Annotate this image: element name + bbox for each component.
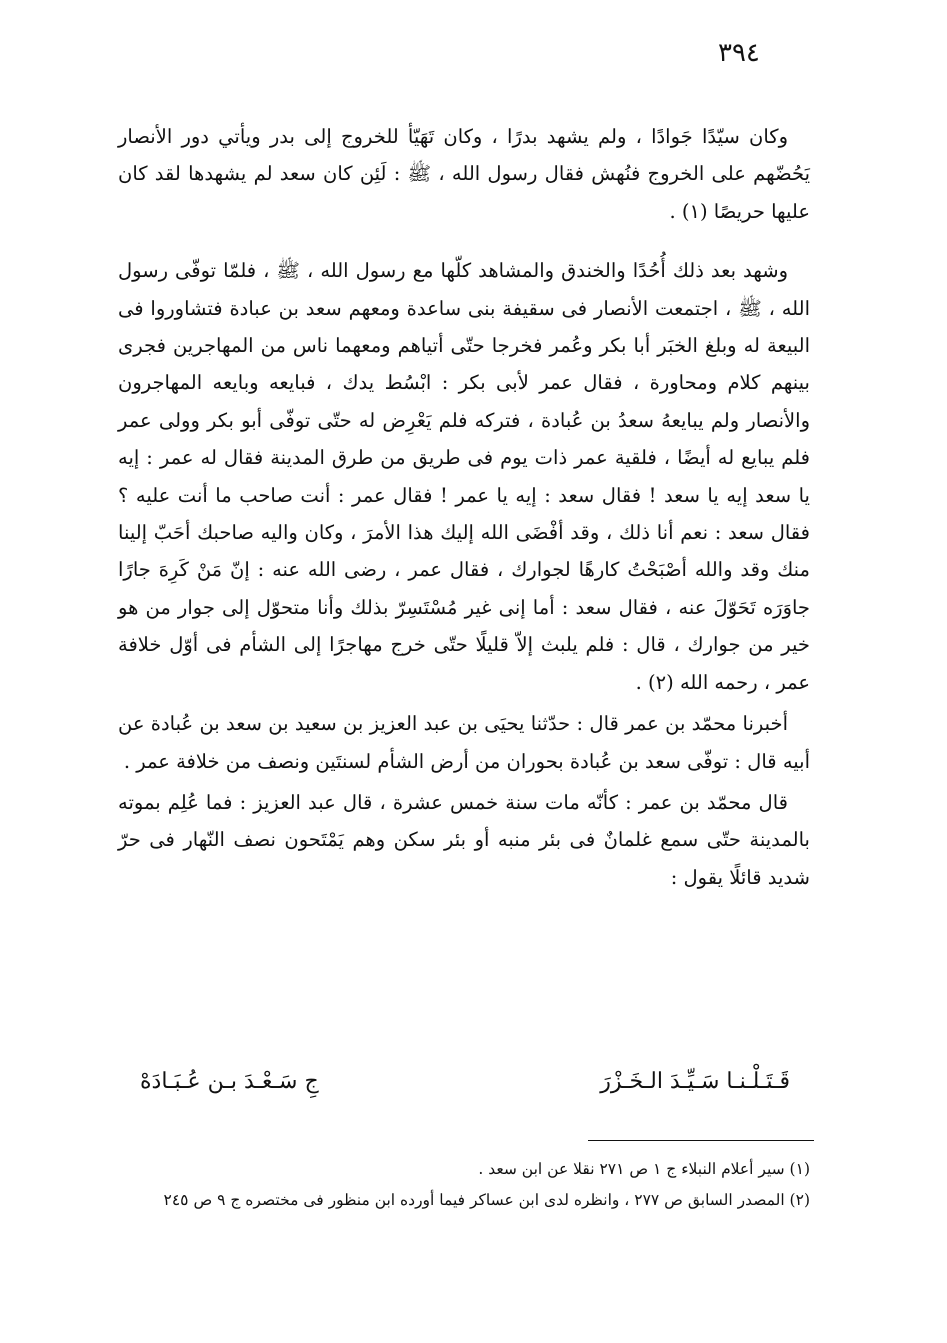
paragraph: قال محمّد بن عمر : كأنّه مات سنة خمس عشرة ، قال عبد العزيز : فما عُلِم بموته بالمدينة حتّى سمع غلمانٌ فى بئر منبه أو بئر سكن وهم يَمْتَحون نصف النّهار فى حرّ شديد قائلًا يقول : [118,790,810,889]
footnote-separator [588,1140,814,1141]
poetry-verse [140,1062,790,1102]
verse-first-hemistich: قَـتَـلْـنـا سَـيِّـدَ الـخَـزْرَ [600,1069,790,1094]
paragraph: أخبرنا محمّد بن عمر قال : حدّثنا يحيَى بن عبد العزيز بن سعيد بن سعد بن عُبادة عن أبيه قال : توفّى سعد بن عُبادة بحوران من أرض الشأم لسنتَين ونصف من خلافة عمر . [118,712,810,773]
paragraph: وكان سيّدًا جَوادًا ، ولم يشهد بدرًا ، وكان تَهَيّأ للخروج إلى بدر ويأتي دور الأنصار يَحُضّهم على الخروج فنُهش فقال رسول الله ، ﷺ : لَئِن كان سعد لم يشهدها لقد كان عليها حريصًا (١) . [118,125,810,223]
page-number: ٣٩٤ [718,38,760,68]
footnote: (٢) المصدر السابق ص ٢٧٧ ، وانظره لدى ابن عساكر فيما أورده ابن منظور فى مختصره ج ٩ ص ٢٤٥ [163,1191,810,1209]
verse-second-hemistich: جِ سَـعْـدَ بـن عُـبَـادَهْ [140,1069,319,1094]
main-text [118,118,810,896]
footnote: (١) سير أعلام النبلاء ج ١ ص ٢٧١ نقلا عن ابن سعد . [478,1160,810,1178]
paragraph: وشهد بعد ذلك أُحُدًا والخندق والمشاهد كلّها مع رسول الله ، ﷺ ، فلمّا توفّى رسول الله ، ﷺ ، اجتمعت الأنصار فى سقيفة بنى ساعدة ومعهم سعد بن عبادة فتشاوروا فى البيعة له وبلغ الخبَر أبا بكر وعُمر فخرجا حتّى أتياهم ومعهما ناس من المهاجرين فجرى بينهم كلام ومحاورة ، فقال عمر لأبى بكر : ابْسُط يدك ، فبايعه وبايعه المهاجرون والأنصار ولم يبايعهُ سعدُ بن عُبادة ، فتركه فلم يَعْرِض له حتّى توفّى أبو بكر وولى عمر فلم يبايع له أيضًا ، فلقية عمر ذات يوم فى طريق من طرق المدينة فقال له عمر : إيه يا سعد إيه يا سعد ! فقال سعد : إيه يا عمر ! فقال عمر : أنت صاحب ما أنت عليه ؟ فقال سعد : نعم أنا ذلك ، وقد أفْضَى الله إليك هذا الأمرَ ، وكان واليه صاحبك أحَبّ إلينا منك وقد والله أصْبَحْتُ كارهًا لجوارك ، فقال عمر ، رضى الله عنه : إنّ مَنْ كَرِهَ جارًا جاوَرَه تَحَوّلَ عنه ، فقال سعد : أما إنى غير مُسْتَسِرّ بذلك وأنا متحوّل إلى جوار من هو خير من جوارك ، قال : فلم يلبث إلاّ قليلًا حتّى خرج مهاجرًا إلى الشأم فى أوّل خلافة عمر ، رحمه الله (٢) . [118,259,810,694]
footnotes [118,1154,810,1216]
